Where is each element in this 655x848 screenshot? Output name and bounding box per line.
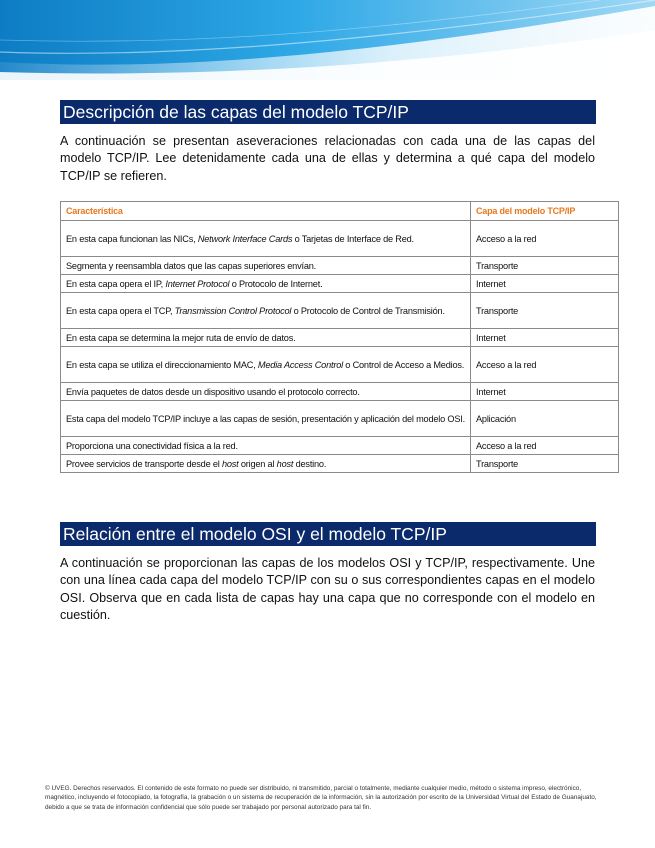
layer-cell: Internet [471,275,619,293]
characteristic-emphasis: Transmission Control Protocol [174,305,292,316]
table-row [61,329,619,347]
characteristic-text: Envía paquetes de datos desde un dispositivo usando el protocolo correcto. [66,386,360,397]
characteristic-cell [61,221,471,257]
table-row [61,293,619,329]
characteristic-cell [61,383,471,401]
intro-paragraph-capas: A continuación se presentan aseveraciones relacionadas con cada una de las capas del modelo TCP/IP. Lee detenidamente cada una de ellas y determina a qué capa del modelo TCP/IP se refieren. [60,134,595,183]
table-header-row [61,202,619,221]
table-row [61,347,619,383]
layer-cell: Internet [471,329,619,347]
characteristic-emphasis: host [276,458,294,469]
layer-cell: Transporte [471,257,619,275]
characteristic-emphasis: host [221,458,239,469]
column-header-capa: Capa del modelo TCP/IP [471,202,619,221]
characteristic-cell [61,401,471,437]
characteristic-emphasis: Internet Protocol [165,278,230,289]
table-row [61,221,619,257]
column-header-caracteristica: Característica [61,202,471,221]
characteristic-cell [61,329,471,347]
characteristic-text: o Protocolo de Internet. [229,278,323,289]
copyright-footer: © UVEG. Derechos reservados. El contenido de este formato no puede ser distribuido, ni transmitido, parcial o totalmente, mediante cualquier medio, método o sistema impreso, electrónico, magnético, incluyendo el fotocopiado, la fotografía, la grabación o un sistema de recuperación de la información, sin la autorización por escrito de la Universidad Virtual del Estado de Guanajuato, debido a que se trata de información confidencial que sólo puede ser trabajado por personal autorizado para tal fin. [45,785,597,811]
layer-cell: Internet [471,383,619,401]
characteristic-text: o Protocolo de Control de Transmisión. [291,305,445,316]
characteristic-cell [61,347,471,383]
characteristic-text: o Tarjetas de Interface de Red. [292,233,414,244]
section-title-capas: Descripción de las capas del modelo TCP/IP [60,100,596,124]
tcpip-layers-table [60,201,619,473]
characteristic-text: En esta capa se determina la mejor ruta de envío de datos. [66,332,296,343]
characteristic-text: Provee servicios de transporte desde el [66,458,222,469]
table-row [61,383,619,401]
characteristic-cell [61,293,471,329]
characteristic-text: destino. [293,458,327,469]
characteristic-text: En esta capa opera el IP, [66,278,166,289]
header-banner [0,0,655,80]
characteristic-text: o Control de Acceso a Medios. [342,359,465,370]
table-row [61,257,619,275]
layer-cell: Transporte [471,293,619,329]
table-row [61,455,619,473]
layer-cell: Acceso a la red [471,221,619,257]
table-row [61,401,619,437]
characteristic-text: Proporciona una conectividad física a la red. [66,440,238,451]
characteristic-text: En esta capa opera el TCP, [66,305,175,316]
layer-cell: Aplicación [471,401,619,437]
intro-paragraph-relacion: A continuación se proporcionan las capas de los modelos OSI y TCP/IP, respectivamente. Une con una línea cada capa del modelo TCP/IP con su o sus correspondientes capas en el modelo OSI. Observa que en cada lista de capas hay una capa que no corresponde con el modelo en cuestión. [60,556,595,623]
characteristic-emphasis: Media Access Control [257,359,343,370]
layer-cell: Transporte [471,455,619,473]
characteristic-text: Esta capa del modelo TCP/IP incluye a las capas de sesión, presentación y aplicación del modelo OSI. [66,413,465,424]
characteristic-cell [61,257,471,275]
characteristic-cell [61,437,471,455]
characteristic-cell [61,455,471,473]
characteristic-text: En esta capa se utiliza el direccionamiento MAC, [66,359,258,370]
table-row [61,275,619,293]
section-title-relacion: Relación entre el modelo OSI y el modelo TCP/IP [60,522,596,546]
layer-cell: Acceso a la red [471,437,619,455]
characteristic-text: En esta capa funcionan las NICs, [66,233,198,244]
layer-cell: Acceso a la red [471,347,619,383]
characteristic-text: Segmenta y reensambla datos que las capas superiores envían. [66,260,317,271]
characteristic-emphasis: Network Interface Cards [197,233,293,244]
characteristic-cell [61,275,471,293]
table-row [61,437,619,455]
characteristic-text: origen al [238,458,277,469]
